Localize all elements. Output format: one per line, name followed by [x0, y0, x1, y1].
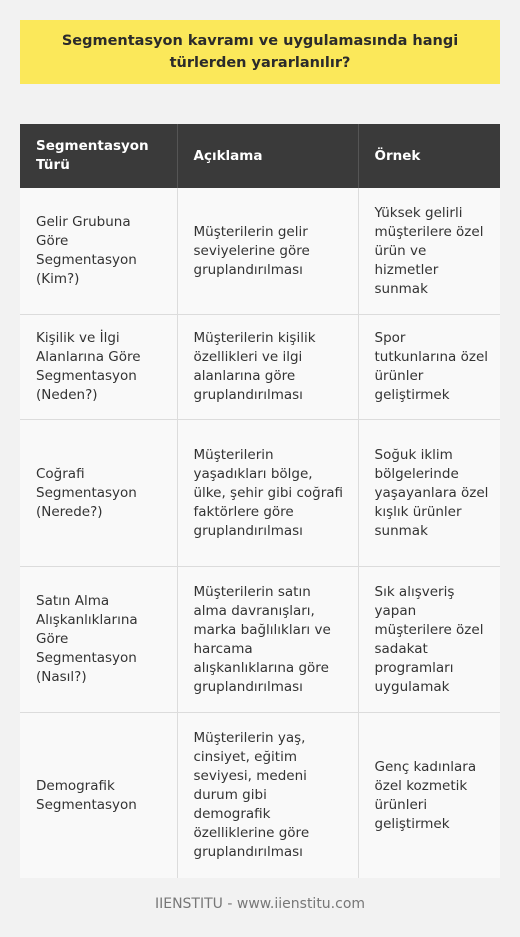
table-row	[20, 188, 500, 315]
cell-description: Müşterilerin yaşadıkları bölge, ülke, şehir gibi coğrafi faktörlere göre gruplandırılması	[177, 420, 358, 567]
cell-type: Demografik Segmentasyon	[20, 713, 177, 879]
table-header-row	[20, 124, 500, 188]
header-type: Segmentasyon Türü	[20, 124, 177, 188]
table-row	[20, 420, 500, 567]
segmentation-table	[20, 124, 500, 878]
cell-description: Müşterilerin kişilik özellikleri ve ilgi alanlarına göre gruplandırılması	[177, 315, 358, 420]
cell-description: Müşterilerin gelir seviyelerine göre gruplandırılması	[177, 188, 358, 315]
cell-description: Müşterilerin yaş, cinsiyet, eğitim seviyesi, medeni durum gibi demografik özelliklerine göre gruplandırılması	[177, 713, 358, 879]
table-row	[20, 315, 500, 420]
cell-type: Kişilik ve İlgi Alanlarına Göre Segmentasyon (Neden?)	[20, 315, 177, 420]
cell-example: Soğuk iklim bölgelerinde yaşayanlara özel kışlık ürünler sunmak	[358, 420, 500, 567]
table-row	[20, 567, 500, 713]
cell-example: Genç kadınlara özel kozmetik ürünleri geliştirmek	[358, 713, 500, 879]
cell-example: Sık alışveriş yapan müşterilere özel sadakat programları uygulamak	[358, 567, 500, 713]
cell-example: Spor tutkunlarına özel ürünler geliştirmek	[358, 315, 500, 420]
table-row	[20, 713, 500, 879]
cell-example: Yüksek gelirli müşterilere özel ürün ve hizmetler sunmak	[358, 188, 500, 315]
cell-type: Coğrafi Segmentasyon (Nerede?)	[20, 420, 177, 567]
cell-type: Satın Alma Alışkanlıklarına Göre Segmentasyon (Nasıl?)	[20, 567, 177, 713]
cell-type: Gelir Grubuna Göre Segmentasyon (Kim?)	[20, 188, 177, 315]
cell-description: Müşterilerin satın alma davranışları, marka bağlılıkları ve harcama alışkanlıklarına göre gruplandırılması	[177, 567, 358, 713]
header-example: Örnek	[358, 124, 500, 188]
page-title: Segmentasyon kavramı ve uygulamasında hangi türlerden yararlanılır?	[20, 20, 500, 84]
header-description: Açıklama	[177, 124, 358, 188]
footer-credit: IIENSTITU - www.iienstitu.com	[154, 896, 366, 912]
